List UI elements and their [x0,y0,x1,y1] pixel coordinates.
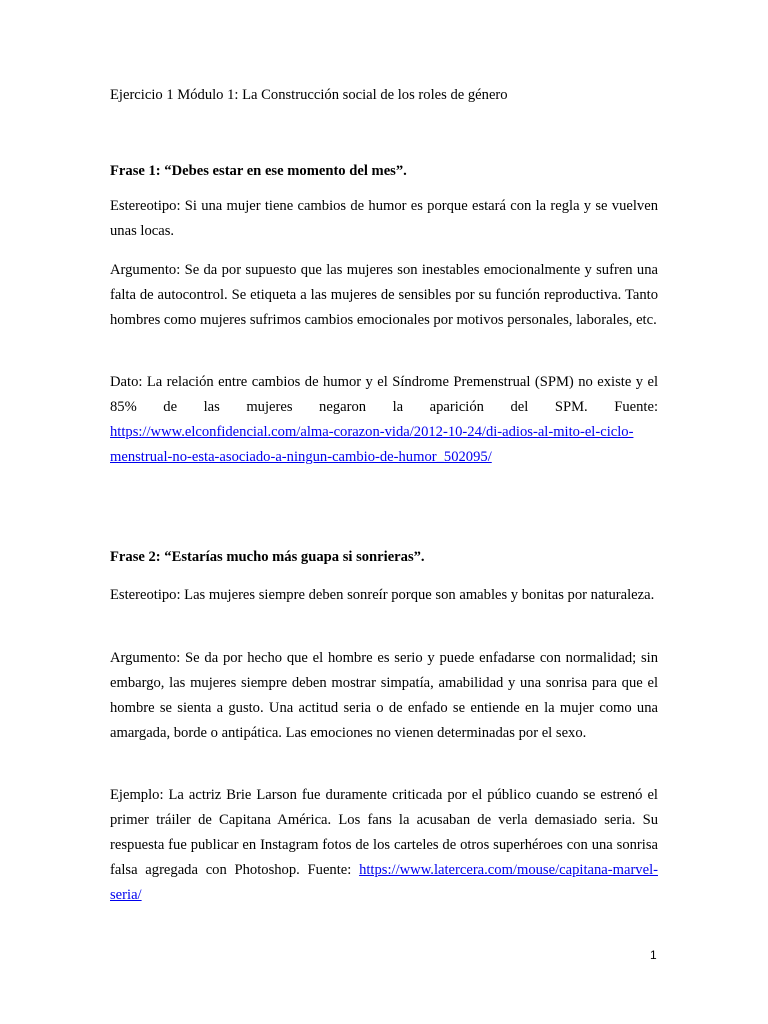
frase1-estereotipo: Estereotipo: Si una mujer tiene cambios de humor es porque estará con la regla y se vuelven unas locas. [110,198,658,239]
frase2-argumento: Argumento: Se da por hecho que el hombre es serio y puede enfadarse con normalidad; sin embargo, las mujeres siempre deben mostrar simpatía, amabilidad y una sonrisa para que el hombre se sienta a gusto. Una actitud seria o de enfado se entiende en la mujer como una amargada, borde o antipática. Las emociones no vienen determinadas por el sexo. [110,650,658,741]
document-title: Ejercicio 1 Módulo 1: La Construcción social de los roles de género [110,87,508,103]
frase2-estereotipo: Estereotipo: Las mujeres siempre deben sonreír porque son amables y bonitas por naturaleza. [110,587,655,603]
frase1-estereotipo-block [110,194,658,244]
frase2-heading-block [110,548,658,566]
frase1-argumento-block [110,258,658,333]
frase2-ejemplo [110,783,658,908]
frase2-ejemplo-block [110,783,658,908]
page-number: 1 [650,948,657,962]
frase2-ejemplo-text: Ejemplo: La actriz Brie Larson fue duramente criticada por el público cuando se estrenó el primer tráiler de Capitana América. Los fans la acusaban de verla demasiado seria. Su respuesta fue publicar en Instagram fotos de los carteles de otros superhéroes con una sonrisa falsa agregada con Photoshop. Fuente: [110,787,658,878]
frase2-source-link[interactable]: https://www.latercera.com/mouse/capitana-marvel-seria/ [110,862,658,903]
frase2-argumento-block [110,646,658,746]
frase1-source-link[interactable]: https://www.elconfidencial.com/alma-corazon-vida/2012-10-24/di-adios-al-mito-el-ciclo-menstrual-no-esta-asociado-a-ningun-cambio-de-humor_502095/ [110,424,634,465]
frase1-argumento: Argumento: Se da por supuesto que las mujeres son inestables emocionalmente y sufren una falta de autocontrol. Se etiqueta a las mujeres de sensibles por su función reproductiva. Tanto hombres como mujeres sufrimos cambios emocionales por motivos personales, laborales, etc. [110,262,658,328]
frase2-heading: Frase 2: “Estarías mucho más guapa si sonrieras”. [110,549,425,565]
frase1-heading: Frase 1: “Debes estar en ese momento del mes”. [110,163,407,179]
frase1-dato-text: Dato: La relación entre cambios de humor y el Síndrome Premenstrual (SPM) no existe y el 85% de las mujeres negaron la aparición del SPM. Fuente: [110,374,658,415]
frase1-heading-block [110,162,658,180]
frase2-estereotipo-block [110,583,658,608]
frase1-dato-block [110,370,658,470]
frase1-dato [110,370,658,470]
